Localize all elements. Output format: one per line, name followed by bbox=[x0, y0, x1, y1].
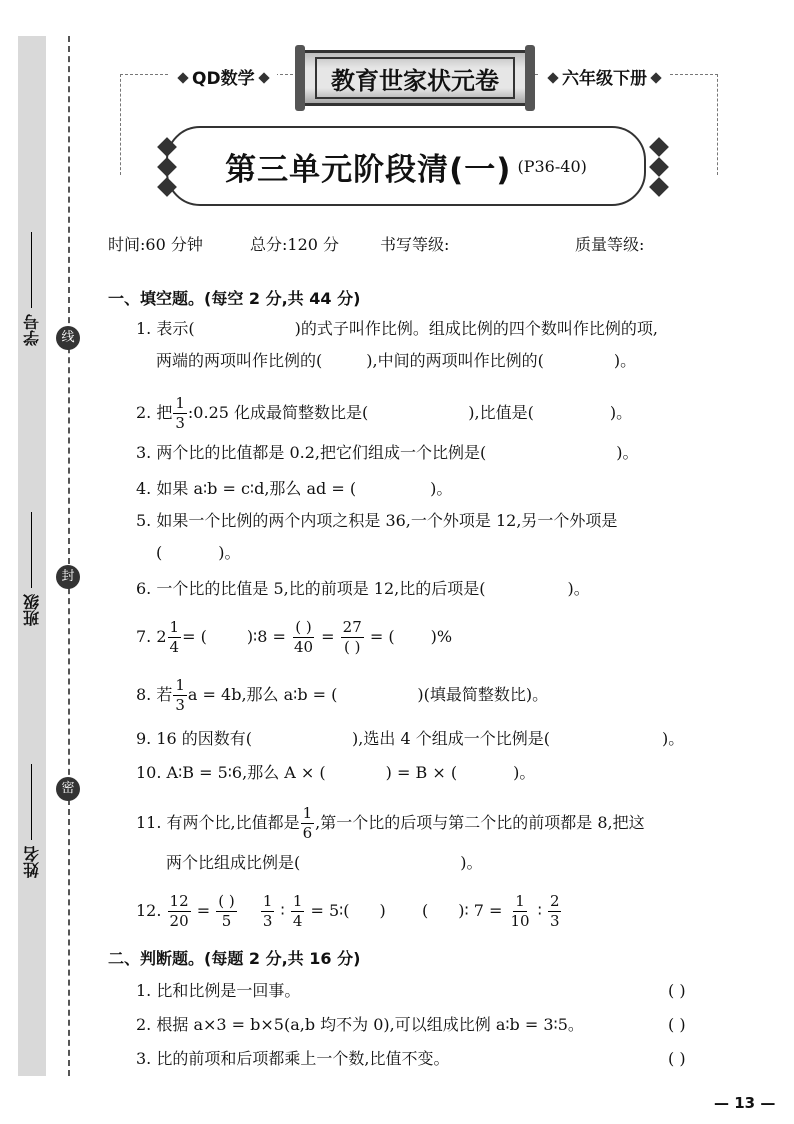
answer-fraction[interactable]: $\frac{( )}{5}$ bbox=[218, 892, 235, 930]
q3: 3. 两个比的比值都是 0.2,把它们组成一个比例是( )。 bbox=[136, 443, 639, 462]
student-id-label: 学号 bbox=[22, 314, 42, 346]
name-label: 姓名 bbox=[22, 846, 42, 878]
judge-bracket-2[interactable]: ( ) bbox=[668, 1015, 686, 1034]
name-line[interactable] bbox=[32, 764, 33, 840]
q1: 1. 表示( )的式子叫作比例。组成比例的四个数叫作比例的项, bbox=[136, 319, 658, 338]
brand-scroll bbox=[300, 50, 530, 106]
title-box bbox=[166, 126, 646, 206]
judge-bracket-1[interactable]: ( ) bbox=[668, 981, 686, 1000]
title-pages: (P36-40) bbox=[517, 156, 587, 176]
q6: 6. 一个比的比值是 5,比的前项是 12,比的后项是( )。 bbox=[136, 579, 590, 598]
page-number: — 13 — bbox=[714, 1094, 776, 1112]
judge-item-2: 2. 根据 a×3 = b×5(a,b 均不为 0),可以组成比例 a∶b = 3∶5。 bbox=[136, 1015, 584, 1034]
left-tag: QD数学 bbox=[170, 64, 277, 89]
page-title: 第三单元阶段清(一) bbox=[225, 151, 512, 188]
q5: 5. 如果一个比例的两个内项之积是 36,一个外项是 12,另一个外项是 bbox=[136, 511, 618, 530]
q1-cont: 两端的两项叫作比例的( ),中间的两项叫作比例的( )。 bbox=[156, 351, 637, 370]
answer-fraction[interactable]: $\frac{( )}{40}$ bbox=[293, 618, 314, 656]
seal-mi: 密 bbox=[56, 777, 80, 801]
name-field[interactable] bbox=[20, 764, 44, 878]
seal-feng: 封 bbox=[56, 565, 80, 589]
writing-grade: 书写等级: bbox=[380, 235, 450, 254]
q8: 8. 若 $\frac{1}{3}$ a = 4b,那么 a∶b = ( )(填最简整数比)。 bbox=[136, 676, 549, 714]
scroll-end-icon bbox=[525, 45, 535, 111]
q11-cont: 两个比组成比例是( )。 bbox=[166, 853, 483, 872]
right-tag: 六年级下册 bbox=[540, 64, 669, 89]
q4: 4. 如果 a∶b = c∶d,那么 ad = ( )。 bbox=[136, 479, 453, 498]
quality-grade: 质量等级: bbox=[575, 235, 645, 254]
q5-cont: ( )。 bbox=[156, 543, 241, 562]
q7: 7. 2 $\frac{1}{4}$ = ( )∶8 = $\frac{( )}{40}$ = $\frac{27}{( )}$ = ( )% bbox=[136, 618, 453, 656]
cut-line bbox=[68, 36, 70, 1076]
diamond-icon bbox=[258, 72, 269, 83]
section1-heading: 一、填空题。(每空 2 分,共 44 分) bbox=[108, 289, 361, 308]
section2-heading: 二、判断题。(每题 2 分,共 16 分) bbox=[108, 949, 361, 968]
judge-bracket-3[interactable]: ( ) bbox=[668, 1049, 686, 1068]
diamond-icon bbox=[649, 177, 669, 197]
judge-item-1: 1. 比和比例是一回事。 bbox=[136, 981, 301, 1000]
student-id-field[interactable] bbox=[20, 232, 44, 346]
q12: 12. $\frac{12}{20}$ = $\frac{( )}{5}$ $\frac{1}{3}$ ∶ $\frac{1}{4}$ = 5∶( ) ( )∶ 7 = $\frac{1}{10}$ ∶ $\frac{2}{3}$ bbox=[136, 892, 560, 930]
class-field[interactable] bbox=[20, 512, 44, 626]
q11: 11. 有两个比,比值都是 $\frac{1}{6}$ ,第一个比的后项与第二个比的前项都是 8,把这 bbox=[136, 804, 645, 842]
scroll-end-icon bbox=[295, 45, 305, 111]
diamond-icon bbox=[650, 72, 661, 83]
judge-item-3: 3. 比的前项和后项都乘上一个数,比值不变。 bbox=[136, 1049, 450, 1068]
diamond-icon bbox=[547, 72, 558, 83]
student-id-line[interactable] bbox=[32, 232, 33, 308]
q10: 10. A∶B = 5∶6,那么 A × ( ) = B × ( )。 bbox=[136, 763, 536, 782]
seal-xian: 线 bbox=[56, 326, 80, 350]
diamond-icon bbox=[177, 72, 188, 83]
time-info: 时间:60 分钟 bbox=[108, 235, 203, 254]
answer-fraction[interactable]: $\frac{27}{( )}$ bbox=[342, 618, 362, 656]
class-line[interactable] bbox=[32, 512, 33, 588]
total-score: 总分:120 分 bbox=[250, 235, 340, 254]
q2: 2. 把 $\frac{1}{3}$ :0.25 化成最简整数比是( ),比值是( )。 bbox=[136, 394, 633, 432]
q9: 9. 16 的因数有( ),选出 4 个组成一个比例是( )。 bbox=[136, 729, 685, 748]
class-label: 班级 bbox=[22, 594, 42, 626]
brand-title: 教育世家状元卷 bbox=[315, 57, 515, 99]
